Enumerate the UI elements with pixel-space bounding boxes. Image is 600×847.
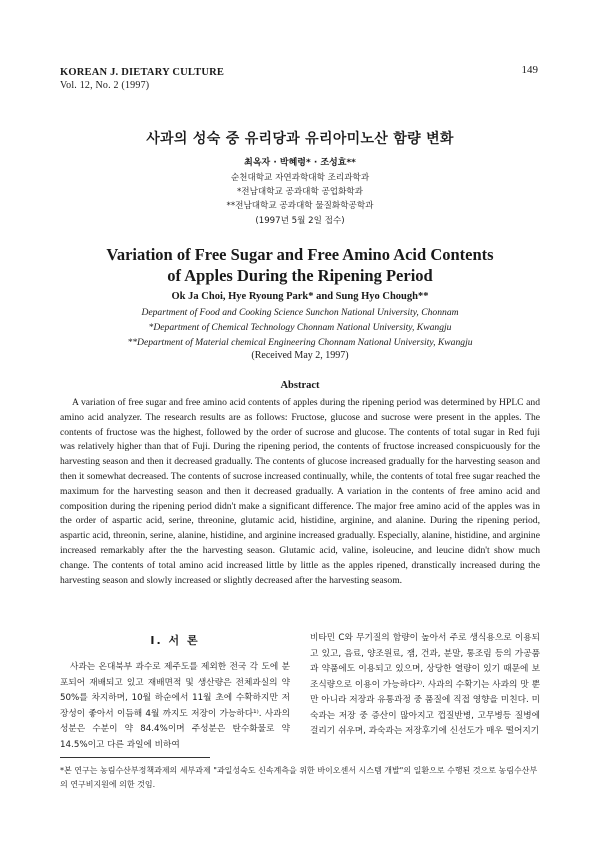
journal-volume: Vol. 12, No. 2 (1997) (60, 80, 150, 91)
abstract-text: A variation of free sugar and free amino acid contents of apples during the ripening period was determined by HPLC and amino acid analyzer. The research results are as follows: Fructose, glucose and sucrose were present in the apples. The contents of fructose was the highest, followed by the order of sucrose and glucose. The contents of total sugar in Red fuji was relatively higher than that of Fuji. During the ripening period, the contents of fructose increased conspicuously for the harvesting season and then it decreased gradually. The contents of glucose increased gradually for the harvesting season and then it somewhat decreased. The contents of sucrose increased continually, while, the contents of total free sugar reached the maximum for the harvesting season and then it decreased gradually. A variation in the contents of free amino acid and composition during the ripening period didn't make a significant difference. The major free amino acid of the apples was in the order of aspartic acid, serine, threonine, glutamic acid, histidine, arginine, and alanine. During the ripening period, aspartic acid, threonin, serine, alanine, histidine, and arginine increased gradually. Especially, alanine, histidine, and arginine increased remarkably after the the harvesting season. Glutamic acid, valine, isoleucine, and leucine didn't show much change. The contents of total amino acid increased little by little as the apples ripened, dranstically increased during the harvesting season and slowly increased or slightly decreased after the harvesting seasom. (60, 397, 540, 586)
section-heading-introduction: I. 서 론 (150, 634, 200, 647)
korean-title: 사과의 성숙 중 유리당과 유리아미노산 함량 변화 (146, 131, 454, 147)
korean-affiliation-2: *전남대학교 공과대학 공업화학과 (237, 187, 363, 197)
abstract-heading: Abstract (280, 380, 320, 391)
english-title-line-1: Variation of Free Sugar and Free Amino Acid Contents (106, 245, 494, 264)
english-title (0, 244, 600, 286)
english-affiliation-3: **Department of Material chemical Engineering Chonnam National University, Kwangju (127, 337, 473, 348)
journal-name: KOREAN J. DIETARY CULTURE (60, 67, 225, 78)
english-affiliation-1: Department of Food and Cooking Science Sunchon National University, Chonnam (141, 307, 459, 318)
journal-header (60, 66, 224, 92)
korean-authors: 최옥자 · 박혜령* · 조성효** (244, 158, 356, 168)
korean-affiliation-1: 순천대학교 자연과학대학 조리과학과 (230, 173, 370, 183)
footnote: *본 연구는 농림수산부정책과제의 세부과제 "과일성숙도 신속계측을 위한 바이오센서 시스템 개발"의 일환으로 수행된 것으로 농림수산부의 연구비지원에 의한 것임. (60, 766, 538, 789)
body-column-left: 사과는 온대북부 과수로 제주도를 제외한 전국 각 도에 분포되어 재배되고 있고 재배면적 및 생산량은 전체과실의 약 50%를 차지하며, 10월 하순에서 11월 초에 수확하지만 저장성이 좋아서 이듬해 4월 까지도 저장이 가능하다¹⁾. 사과의 성분은 수분이 약 84.4%이며 주성분은 탄수화물로 약 14.5%이고 다른 과일에 비하여 (60, 662, 290, 750)
footnote-divider (60, 757, 210, 758)
english-received-date: (Received May 2, 1997) (251, 350, 349, 361)
body-column-right: 비타민 C와 무기질의 함량이 높아서 주로 생식용으로 이용되고 있고, 음료, 양조원료, 잼, 건과, 분말, 통조림 등의 가공품과 약품에도 이용되고 있으며, 상당한 열량이 있기 때문에 보조식량으로 이용이 가능하다²⁾. 사과의 수확기는 사과의 맛 뿐만 아니라 저장과 유통과정 중 품질에 직접 영향을 미친다. 미숙과는 저장 중 증산이 많아지고 껍질반병, 고무병등 질병에 걸리기 쉬우며, 과숙과는 저장후기에 신선도가 매우 떨어지기 (310, 633, 540, 736)
english-affiliation-2: *Department of Chemical Technology Chonnam National University, Kwangju (148, 322, 452, 333)
korean-affiliation-3: **전남대학교 공과대학 물질화학공학과 (226, 201, 374, 211)
korean-received-date: (1997년 5월 2일 접수) (255, 216, 345, 226)
english-title-line-2: of Apples During the Ripening Period (167, 266, 433, 285)
page-number: 149 (521, 64, 538, 76)
english-authors: Ok Ja Choi, Hye Ryoung Park* and Sung Hyo Chough** (171, 291, 429, 302)
